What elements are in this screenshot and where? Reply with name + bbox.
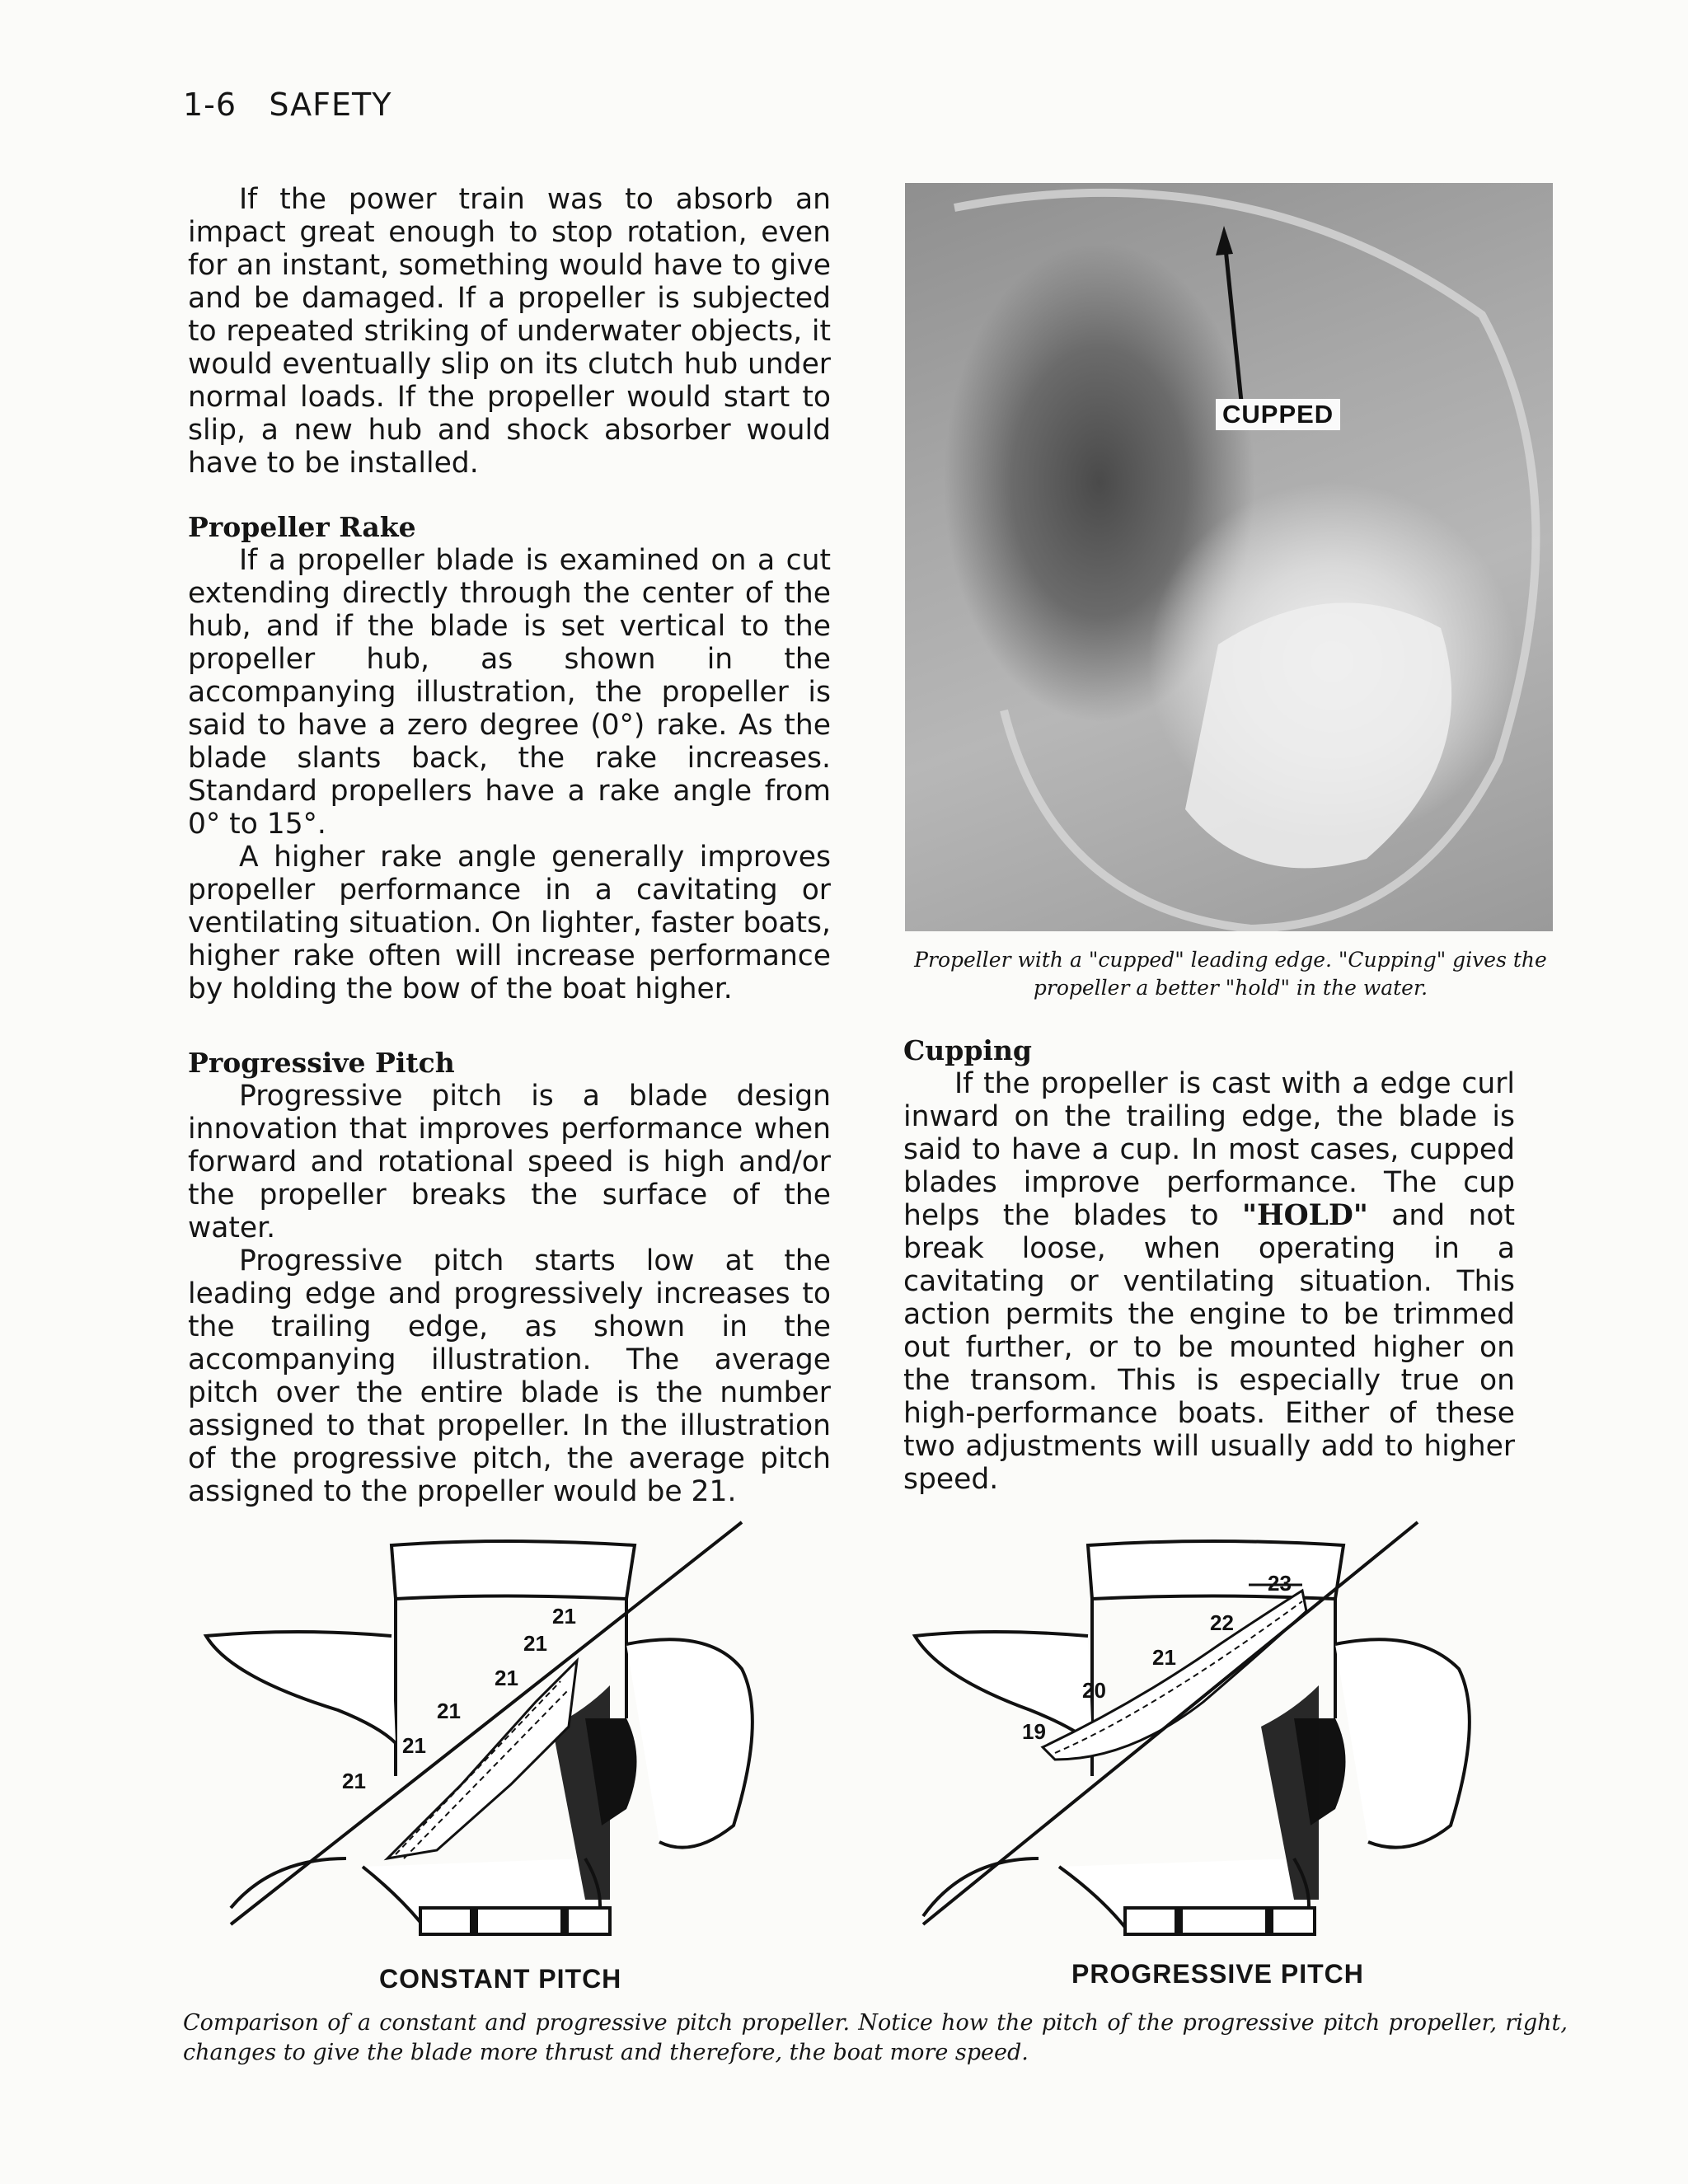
cupping-text-1: If the propeller is cast with a edge curl inward on the trailing edge, the blade is said to have a cup. In most cases, cupped blades improve performance. The cup helps the blades to (903, 1067, 1515, 1232)
cupping-heading: Cupping (903, 1034, 1033, 1066)
progressive-label-23: 23 (1268, 1571, 1292, 1596)
progressive-pitch-diagram (890, 1512, 1550, 1990)
constant-pitch-diagram (198, 1512, 775, 1994)
pitch-paragraph-1: Progressive pitch is a blade design innovation that improves performance when forward and rotational speed is high and/or the propeller breaks the surface of the water. (188, 1080, 831, 1244)
constant-label-4: 21 (437, 1699, 461, 1723)
photo-caption: Propeller with a "cupped" leading edge. "Cupping" gives the propeller a better "hold" in the water. (914, 948, 1547, 1000)
propeller-photo-graphic (905, 183, 1553, 931)
constant-label-5: 21 (402, 1733, 426, 1758)
left-column (188, 183, 831, 1508)
section-title: SAFETY (269, 87, 392, 123)
constant-label-6: 21 (342, 1769, 366, 1793)
rake-heading: Propeller Rake (188, 511, 416, 543)
constant-pitch-title: CONSTANT PITCH (379, 1964, 622, 1994)
rake-paragraph-1: If a propeller blade is examined on a cut extending directly through the center of the hub, and if the blade is set vertical to the propeller hub, as shown in the accompanying illustration, the propeller is said to have a zero degree (0°) rake. As the blade slants back, the rake increases. Standard propellers have a rake angle from 0° to 15°. (188, 544, 831, 841)
progressive-label-19: 19 (1022, 1719, 1046, 1744)
intro-paragraph: If the power train was to absorb an impact great enough to stop rotation, even for an instant, something would have to give and be damaged. If a propeller is subjected to repeated striking of underwater objects, it would eventually slip on its clutch hub under normal loads. If the propeller would start to slip, a new hub and shock absorber would have to be installed. (188, 183, 831, 480)
rake-paragraph-2: A higher rake angle generally improves propeller performance in a cavitating or ventilating situation. On lighter, faster boats, higher rake often will increase performance by holding the bow of the boat higher. (188, 841, 831, 1005)
pitch-paragraph-2: Progressive pitch starts low at the leading edge and progressively increases to the trailing edge, as shown in the accompanying illustration. The average pitch over the entire blade is the number assigned to that propeller. In the illustration of the progressive pitch, the average pitch assigned to the propeller would be 21. (188, 1244, 831, 1508)
page-header (183, 87, 392, 123)
hold-emphasis: "HOLD" (1242, 1199, 1368, 1232)
constant-label-3: 21 (495, 1666, 518, 1690)
progressive-pitch-title: PROGRESSIVE PITCH (1071, 1959, 1364, 1989)
constant-label-1: 21 (552, 1604, 576, 1629)
progressive-label-21: 21 (1152, 1645, 1176, 1670)
cupped-propeller-photo (905, 183, 1553, 931)
diagram-caption: Comparison of a constant and progressive pitch propeller. Notice how the pitch of the progressive pitch propeller, right, changes to give the blade more thrust and therefore, the boat more speed. (183, 2010, 1568, 2065)
progressive-label-20: 20 (1082, 1678, 1106, 1703)
constant-label-2: 21 (523, 1631, 547, 1656)
constant-pitch-drawing (198, 1512, 775, 1941)
cupped-label: CUPPED (1216, 399, 1340, 430)
progressive-pitch-drawing (890, 1512, 1550, 1941)
cupping-paragraph (903, 1067, 1515, 1496)
pitch-heading: Progressive Pitch (188, 1047, 455, 1079)
page-number: 1-6 (183, 87, 237, 123)
right-column (903, 1034, 1515, 1496)
cupping-text-2: and not break loose, when operating in a cavitating or ventilating situation. This action permits the engine to be trimmed out further, or to be mounted higher on the transom. This is especially true on high-performance boats. Either of these two adjustments will usually add to higher speed. (903, 1199, 1515, 1496)
progressive-label-22: 22 (1210, 1610, 1234, 1635)
